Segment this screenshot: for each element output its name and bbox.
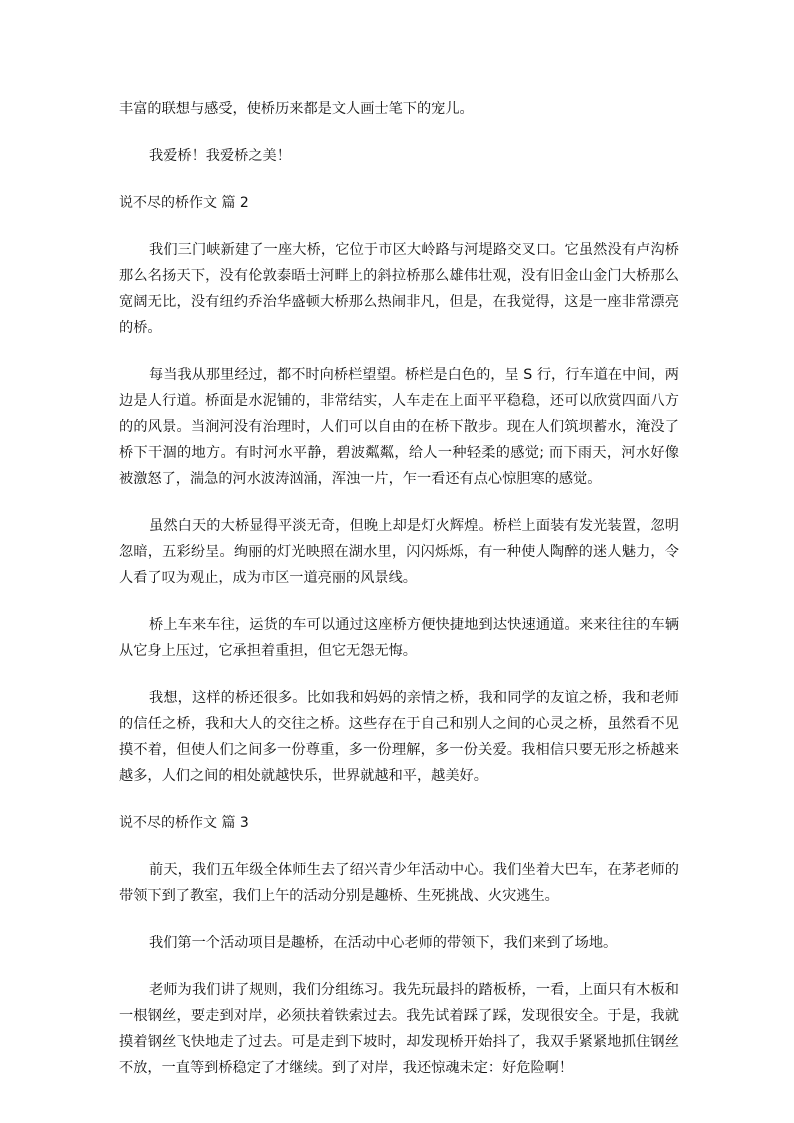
paragraph-love-bridge: 我爱桥！我爱桥之美！ <box>149 148 291 164</box>
paragraph-traffic: 桥上车来车往，运货的车可以通过这座桥方便快捷地到达快速通道。来来往往的车辆从它身上压过，它承担着重担，但它无怨无悔。 <box>119 617 679 659</box>
paragraph-night-lights: 虽然白天的大桥显得平淡无奇，但晚上却是灯火辉煌。桥栏上面装有发光装置，忽明忽暗，五彩纷呈。绚丽的灯光映照在湖水里，闪闪烁烁，有一种使人陶醉的迷人魅力，令人看了叹为观止，成为市区一道亮丽的风景线。 <box>119 518 679 586</box>
paragraph-activity-center: 前天，我们五年级全体师生去了绍兴青少年活动中心。我们坐着大巴车，在茅老师的带领下到了教室，我们上午的活动分别是趣桥、生死挑战、火灾逃生。 <box>119 862 679 904</box>
paragraph-pedal-bridge: 老师为我们讲了规则，我们分组练习。我先玩最抖的踏板桥，一看，上面只有木板和一根钢丝，要走到对岸，必须扶着铁索过去。我先试着踩了踩，发现很安全。于是，我就摸着钢丝飞快地走了过去。可是走到下坡时，却发现桥开始抖了，我双手紧紧地抓住钢丝不放，一直等到桥稳定了才继续。到了对岸，我还惊魂未定：好危险啊！ <box>119 982 679 1076</box>
document-page <box>119 96 679 1081</box>
section-heading-3: 说不尽的桥作文 篇 3 <box>119 815 249 831</box>
paragraph-first-activity: 我们第一个活动项目是趣桥，在活动中心老师的带领下，我们来到了场地。 <box>149 935 618 951</box>
paragraph-sanmenxia-bridge: 我们三门峡新建了一座大桥，它位于市区大岭路与河堤路交叉口。它虽然没有卢沟桥那么名扬天下，没有伦敦泰晤士河畔上的斜拉桥那么雄伟壮观，没有旧金山金门大桥那么宽阔无比，没有纽约乔治华盛顿大桥那么热闹非凡，但是，在我觉得，这是一座非常漂亮的桥。 <box>119 242 679 336</box>
paragraph-invisible-bridges: 我想，这样的桥还很多。比如我和妈妈的亲情之桥，我和同学的友谊之桥，我和老师的信任之桥，我和大人的交往之桥。这些存在于自己和别人之间的心灵之桥，虽然看不见摸不着，但使人们之间多一份尊重，多一份理解，多一份关爱。我相信只要无形之桥越来越多，人们之间的相处就越快乐，世界就越和平，越美好。 <box>119 690 679 784</box>
paragraph-intro-end: 丰富的联想与感受，使桥历来都是文人画士笔下的宠儿。 <box>119 101 474 117</box>
paragraph-bridge-railing: 每当我从那里经过，都不时向桥栏望望。桥栏是白色的，呈 S 行，行车道在中间，两边是人行道。桥面是水泥铺的，非常结实，人车走在上面平平稳稳，还可以欣赏四面八方的的风景。当涧河没有治理时，人们可以自由的在桥下散步。现在人们筑坝蓄水，淹没了桥下干涸的地方。有时河水平静，碧波粼粼，给人一种轻柔的感觉; 而下雨天，河水好像被激怒了，湍急的河水波涛汹涌，浑浊一片，乍一看还有点心惊胆寒的感觉。 <box>119 367 679 487</box>
section-heading-2: 说不尽的桥作文 篇 2 <box>119 195 249 211</box>
